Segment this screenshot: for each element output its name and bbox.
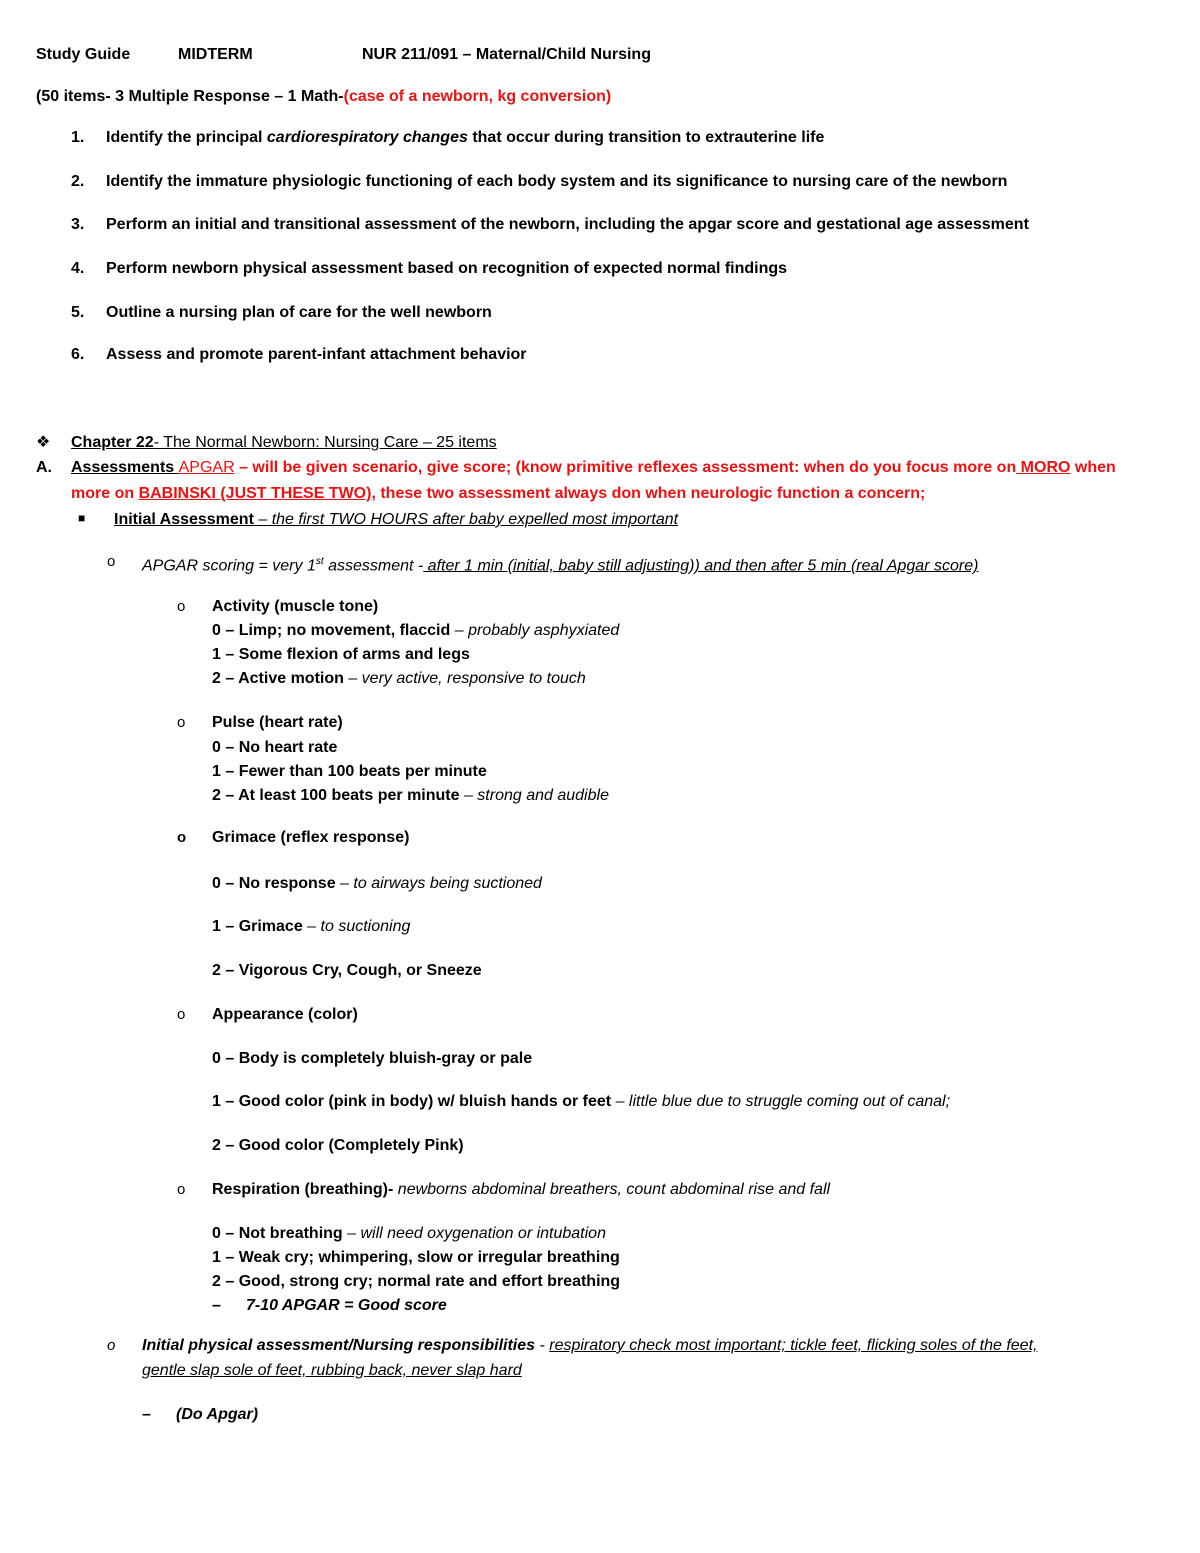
grimace-score-1: 1 – Grimace – to suctioning: [212, 918, 411, 935]
circle-bullet-icon: o: [177, 1181, 186, 1198]
grimace-title: Grimace (reflex response): [212, 829, 410, 846]
objective-text: Outline a nursing plan of care for the well newborn: [106, 304, 492, 321]
appearance-score-2: 2 – Good color (Completely Pink): [212, 1137, 464, 1154]
respiration-score-2: 2 – Good, strong cry; normal rate and effort breathing: [212, 1273, 621, 1290]
square-bullet-icon: ■: [78, 511, 86, 525]
apgar-good-score: 7-10 APGAR = Good score: [246, 1297, 447, 1314]
section-letter: A.: [36, 459, 52, 476]
header-course: NUR 211/091 – Maternal/Child Nursing: [362, 46, 651, 63]
dash-bullet-icon: –: [142, 1406, 151, 1423]
objective-number: 6.: [71, 346, 85, 363]
objective-number: 2.: [71, 173, 85, 190]
objective-text: Identify the immature physiologic functioning of each body system and its significance to nursing care of the newborn: [106, 173, 1008, 190]
pulse-score-0: 0 – No heart rate: [212, 739, 338, 756]
objective-number: 1.: [71, 129, 85, 146]
circle-bullet-icon: o: [177, 1006, 186, 1023]
respiration-title: Respiration (breathing)- newborns abdominal breathers, count abdominal rise and fall: [212, 1181, 831, 1198]
objective-text: Perform newborn physical assessment based on recognition of expected normal findings: [106, 260, 788, 277]
subheader-note: (case of a newborn, kg conversion): [343, 88, 612, 105]
physical-assessment-line1: Initial physical assessment/Nursing responsibilities - respiratory check most important; tickle feet, flicking soles of the feet,: [142, 1337, 1038, 1354]
respiration-score-0: 0 – Not breathing – will need oxygenation or intubation: [212, 1225, 606, 1242]
circle-bullet-icon: o: [177, 714, 186, 731]
circle-bullet-icon: o: [107, 1337, 116, 1354]
initial-assessment: Initial Assessment – the first TWO HOURS after baby expelled most important: [114, 511, 679, 528]
activity-score-0: 0 – Limp; no movement, flaccid – probably asphyxiated: [212, 622, 620, 639]
header-midterm: MIDTERM: [178, 46, 253, 63]
pulse-title: Pulse (heart rate): [212, 714, 343, 731]
subheader: [36, 85, 611, 109]
circle-bullet-icon: o: [177, 598, 186, 615]
do-apgar: (Do Apgar): [176, 1406, 259, 1423]
activity-score-2: 2 – Active motion – very active, responsive to touch: [212, 670, 586, 687]
pulse-score-1: 1 – Fewer than 100 beats per minute: [212, 763, 487, 780]
objective-text: Assess and promote parent-infant attachment behavior: [106, 346, 527, 363]
section-a-line1: Assessments APGAR – will be given scenario, give score; (know primitive reflexes assessment: when do you focus more on MORO when: [71, 459, 1116, 476]
appearance-score-1: 1 – Good color (pink in body) w/ bluish hands or feet – little blue due to struggle coming out of canal;: [212, 1093, 951, 1110]
appearance-score-0: 0 – Body is completely bluish-gray or pale: [212, 1050, 533, 1067]
physical-assessment-line2: gentle slap sole of feet, rubbing back, never slap hard: [142, 1362, 522, 1379]
diamond-bullet-icon: ❖: [36, 434, 51, 451]
section-a-line2: more on BABINSKI (JUST THESE TWO), these two assessment always don when neurologic function a concern;: [71, 485, 926, 502]
header-study-guide: Study Guide: [36, 46, 131, 63]
circle-bullet-icon: o: [107, 553, 116, 570]
pulse-score-2: 2 – At least 100 beats per minute – strong and audible: [212, 787, 609, 804]
objective-number: 3.: [71, 216, 85, 233]
activity-score-1: 1 – Some flexion of arms and legs: [212, 646, 470, 663]
dash-bullet-icon: –: [212, 1297, 221, 1314]
objective-number: 4.: [71, 260, 85, 277]
objective-text: Perform an initial and transitional assessment of the newborn, including the apgar score and gestational age assessment: [106, 216, 1029, 233]
objective-number: 5.: [71, 304, 85, 321]
activity-title: Activity (muscle tone): [212, 598, 379, 615]
circle-bullet-icon: o: [177, 829, 187, 846]
respiration-score-1: 1 – Weak cry; whimpering, slow or irregular breathing: [212, 1249, 620, 1266]
grimace-score-0: 0 – No response – to airways being suctioned: [212, 875, 542, 892]
objective-text: Identify the principal cardiorespiratory changes that occur during transition to extrauterine life: [106, 129, 825, 146]
appearance-title: Appearance (color): [212, 1006, 358, 1023]
subheader-items: (50 items- 3 Multiple Response – 1 Math-: [36, 88, 344, 105]
apgar-scoring: APGAR scoring = very 1st assessment - after 1 min (initial, baby still adjusting)) and then after 5 min (real Apgar score): [142, 556, 979, 575]
grimace-score-2: 2 – Vigorous Cry, Cough, or Sneeze: [212, 962, 482, 979]
chapter-heading: Chapter 22- The Normal Newborn: Nursing Care – 25 items: [71, 434, 497, 451]
